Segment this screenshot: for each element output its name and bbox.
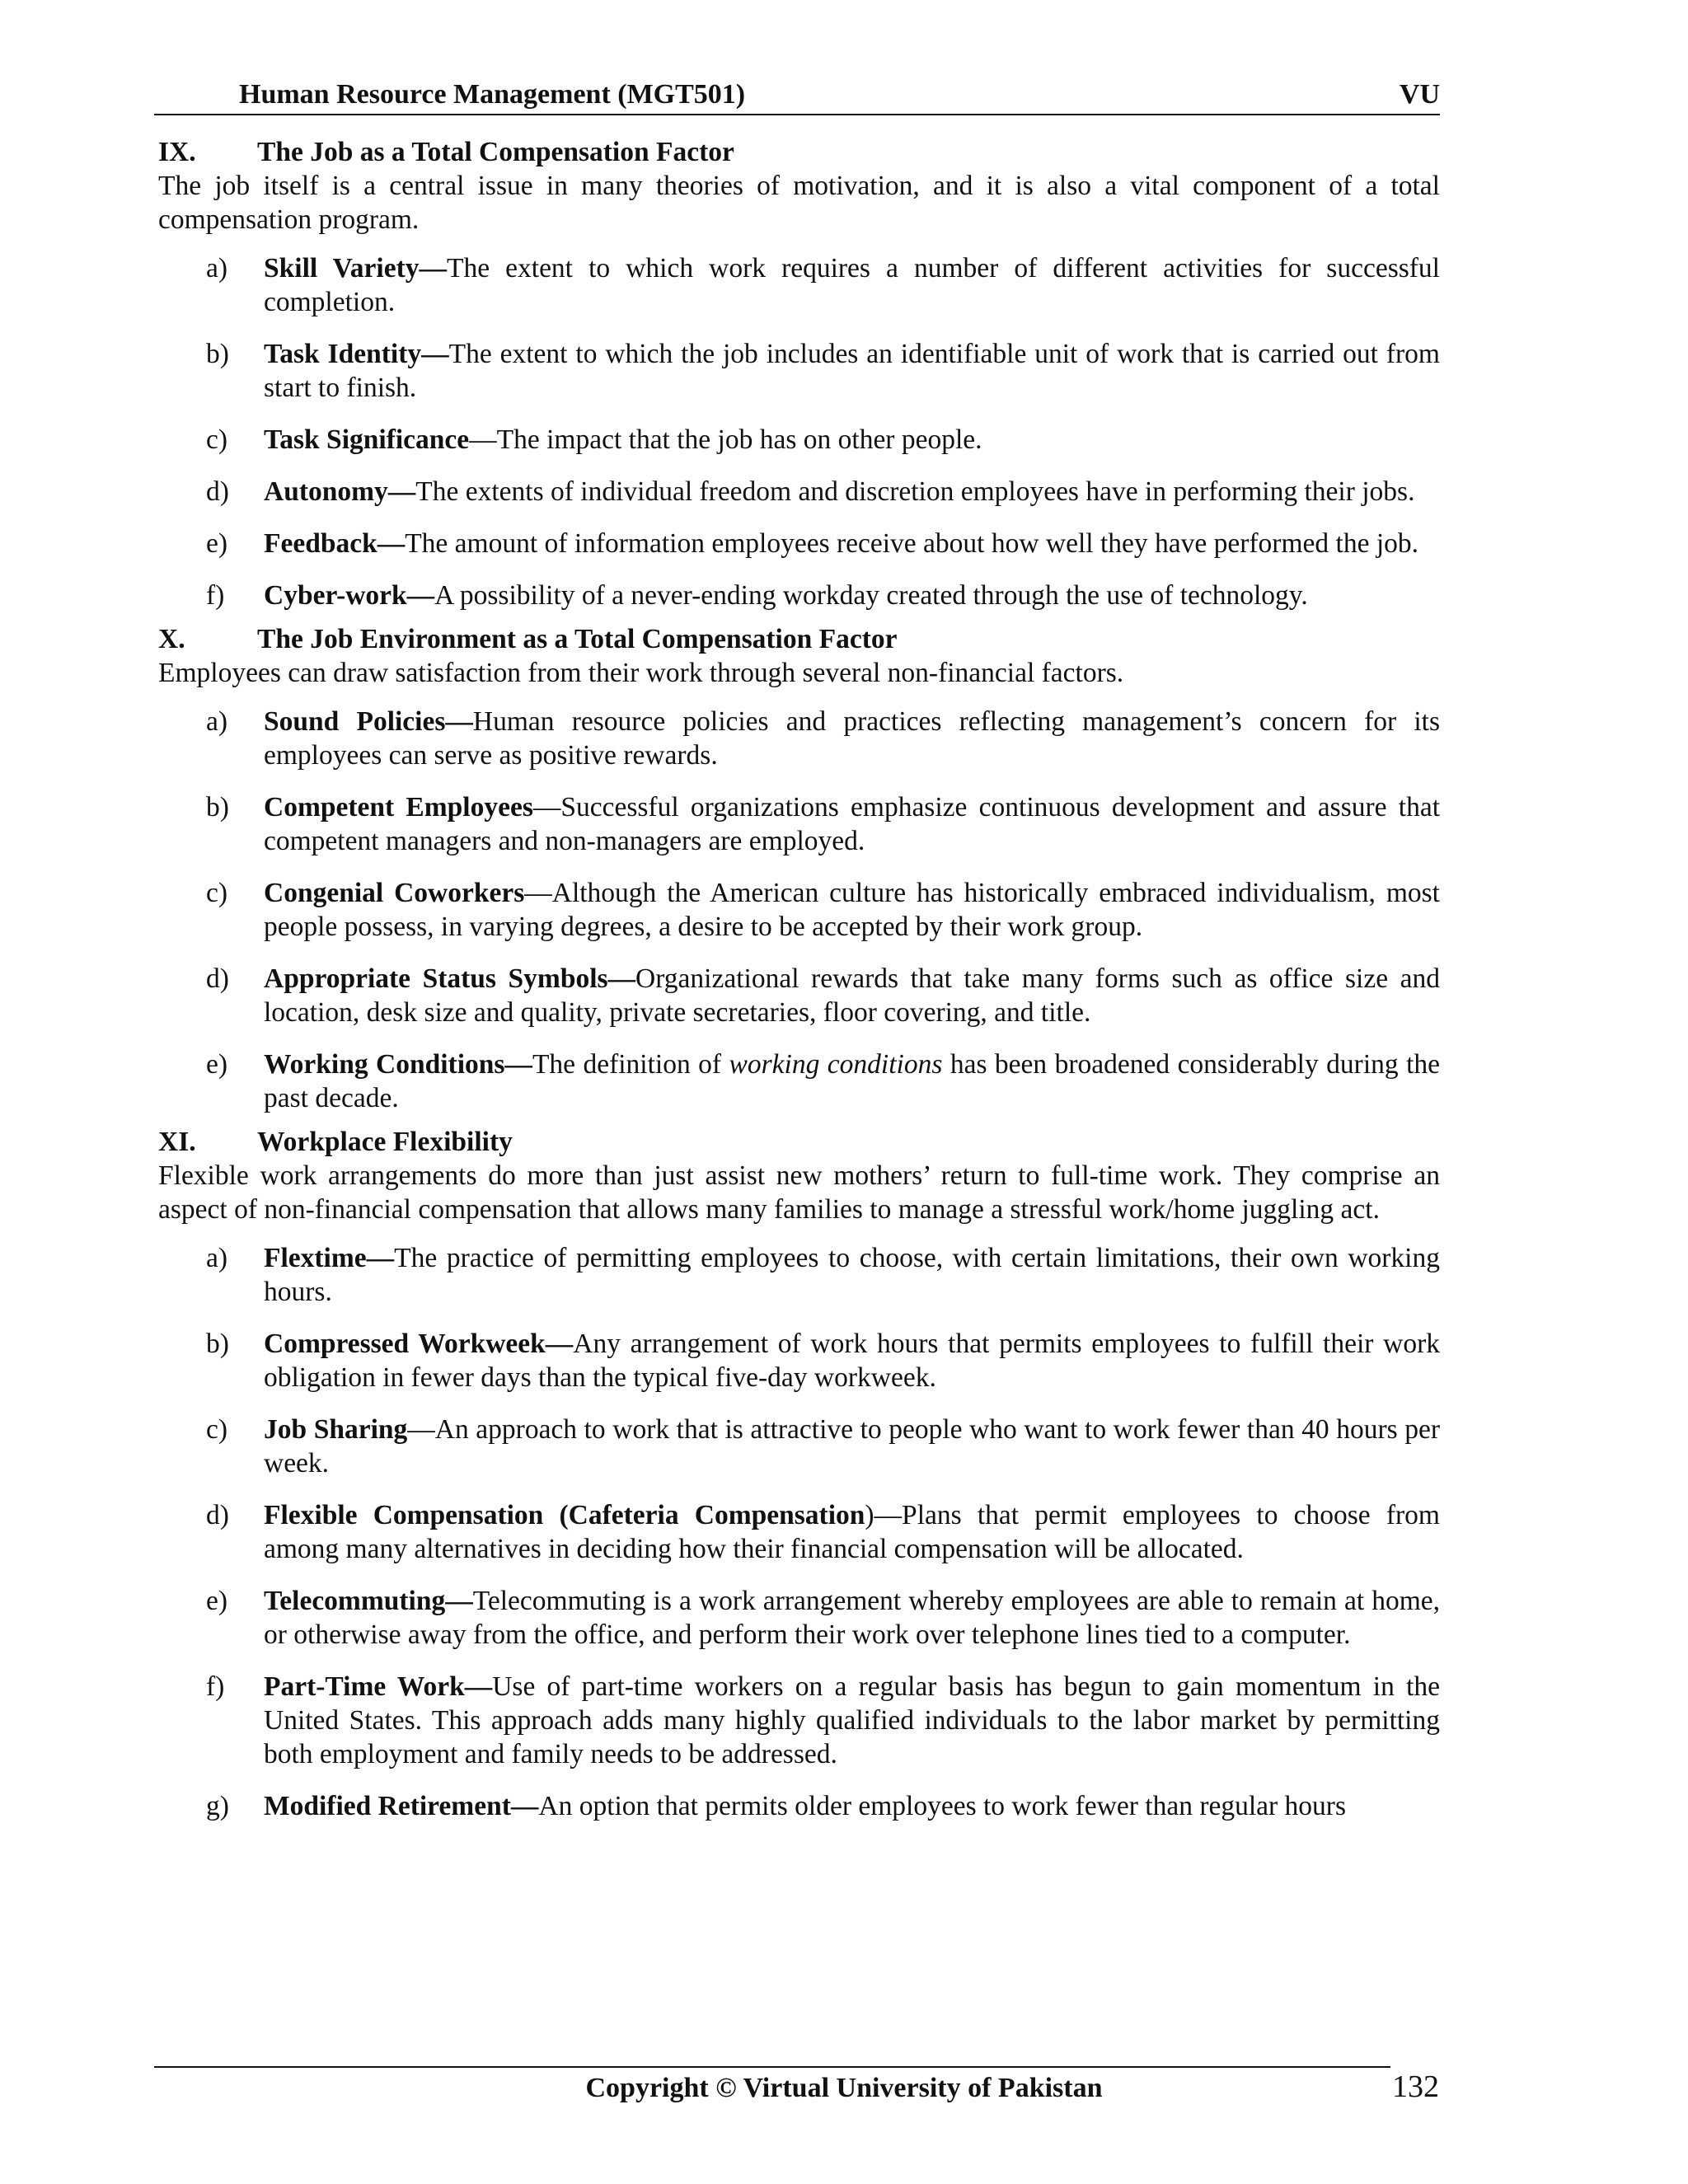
item-italic-term: working conditions <box>729 1049 943 1080</box>
item-term: Cyber-work— <box>264 580 435 611</box>
item-term: Feedback— <box>264 528 406 559</box>
item-body <box>264 527 1440 560</box>
footer-rule <box>154 2066 1390 2068</box>
section <box>158 135 1440 612</box>
item-letter: b) <box>206 1329 229 1359</box>
item-body <box>264 1241 1440 1309</box>
item-body <box>264 423 1440 457</box>
institution-abbrev: VU <box>1399 79 1440 110</box>
item-letter: d) <box>206 1500 229 1530</box>
item-list <box>158 1241 1440 1823</box>
item-text: Organizational rewards that take many forms such as office size and location, desk size and quality, private secretaries, floor covering, and title. <box>264 963 1440 1028</box>
list-item <box>158 1670 1440 1771</box>
list-item <box>158 251 1440 319</box>
item-letter: a) <box>206 1243 228 1273</box>
item-body <box>264 790 1440 858</box>
copyright-notice: Copyright © Virtual University of Pakistan <box>585 2073 1103 2103</box>
section-intro: Employees can draw satisfaction from their work through several non-financial factors. <box>158 658 1124 688</box>
item-body <box>264 251 1440 319</box>
item-text: A possibility of a never-ending workday created through the use of technology. <box>434 580 1308 611</box>
page-number: 132 <box>1392 2069 1439 2104</box>
list-item <box>158 705 1440 772</box>
course-title: Human Resource Management (MGT501) <box>239 79 746 110</box>
item-letter: e) <box>206 1586 228 1616</box>
item-term: Compressed Workweek— <box>264 1329 574 1359</box>
section-intro: The job itself is a central issue in many theories of motivation, and it is also a vital component of a total compensation program. <box>158 171 1440 235</box>
section-number: IX. <box>158 137 196 167</box>
item-list <box>158 251 1440 612</box>
item-body <box>264 1047 1440 1115</box>
list-item <box>158 475 1440 509</box>
list-item <box>158 790 1440 858</box>
item-text: Human resource policies and practices reflecting management’s concern for its employees can serve as positive rewards. <box>264 706 1441 771</box>
item-letter: g) <box>206 1791 229 1821</box>
item-term: Working Conditions— <box>264 1049 532 1080</box>
list-item <box>158 1241 1440 1309</box>
list-item <box>158 527 1440 560</box>
item-text: —The impact that the job has on other people. <box>469 424 982 455</box>
page-header <box>154 76 1440 115</box>
list-item <box>158 579 1440 612</box>
list-item <box>158 423 1440 457</box>
list-item <box>158 962 1440 1029</box>
item-body <box>264 579 1440 612</box>
item-body <box>264 1670 1440 1771</box>
item-text: The definition of <box>532 1049 729 1080</box>
list-item <box>158 1584 1440 1652</box>
item-term: Appropriate Status Symbols— <box>264 963 636 994</box>
item-letter: d) <box>206 476 229 507</box>
item-text: The extent to which work requires a number of different activities for successful completion. <box>264 253 1440 317</box>
item-letter: a) <box>206 706 228 737</box>
item-letter: f) <box>206 1671 225 1702</box>
item-letter: d) <box>206 963 229 994</box>
list-item <box>158 1789 1440 1823</box>
item-text: —Although the American culture has historically embraced individualism, most people possess, in varying degrees, a desire to be accepted by their work group. <box>264 878 1440 942</box>
item-term: Task Significance <box>264 424 470 455</box>
section <box>158 622 1440 1115</box>
item-term: Task Identity— <box>264 339 449 369</box>
section-heading <box>158 1125 1440 1159</box>
item-term: Sound Policies— <box>264 706 473 737</box>
item-text: The practice of permitting employees to choose, with certain limitations, their own working hours. <box>264 1243 1440 1307</box>
item-term: Part-Time Work— <box>264 1671 493 1702</box>
item-letter: c) <box>206 878 228 908</box>
item-term: Telecommuting— <box>264 1586 473 1616</box>
item-body <box>264 876 1440 944</box>
item-body <box>264 705 1440 772</box>
item-term: Congenial Coworkers <box>264 878 525 908</box>
section-title: Workplace Flexibility <box>257 1127 513 1157</box>
section-heading <box>158 135 1440 169</box>
item-letter: a) <box>206 253 228 284</box>
item-text: —An approach to work that is attractive to people who want to work fewer than 40 hours per week. <box>264 1414 1440 1479</box>
item-text: Any arrangement of work hours that permits employees to fulfill their work obligation in fewer days than the typical five-day workweek. <box>264 1329 1440 1393</box>
item-list <box>158 705 1440 1115</box>
list-item <box>158 1413 1440 1480</box>
item-letter: e) <box>206 528 228 559</box>
item-text: Use of part-time workers on a regular basis has begun to gain momentum in the United States. This approach adds many highly qualified individuals to the labor market by permitting both employment and family needs to be addressed. <box>264 1671 1440 1769</box>
section <box>158 1125 1440 1823</box>
item-text: )—Plans that permit employees to choose from among many alternatives in deciding how their financial compensation will be allocated. <box>264 1500 1440 1564</box>
list-item <box>158 1498 1440 1566</box>
item-letter: c) <box>206 424 228 455</box>
item-body <box>264 1789 1440 1823</box>
item-text: Telecommuting is a work arrangement whereby employees are able to remain at home, or otherwise away from the office, and perform their work over telephone lines tied to a computer. <box>264 1586 1440 1650</box>
item-text-continued: has been broadened considerably during the past decade. <box>264 1049 1441 1113</box>
item-body <box>264 1584 1440 1652</box>
item-body <box>264 337 1440 405</box>
item-term: Flextime— <box>264 1243 395 1273</box>
item-body <box>264 1327 1440 1394</box>
item-body <box>264 1498 1440 1566</box>
item-term: Modified Retirement— <box>264 1791 539 1821</box>
page-content <box>158 135 1440 1833</box>
item-term: Flexible Compensation (Cafeteria Compensation <box>264 1500 865 1530</box>
item-term: Autonomy— <box>264 476 416 507</box>
list-item <box>158 1047 1440 1115</box>
section-number: X. <box>158 624 185 654</box>
item-text: The extent to which the job includes an identifiable unit of work that is carried out from start to finish. <box>264 339 1440 403</box>
item-body <box>264 1413 1440 1480</box>
item-body <box>264 475 1440 509</box>
item-letter: b) <box>206 339 229 369</box>
item-letter: f) <box>206 580 225 611</box>
section-intro: Flexible work arrangements do more than just assist new mothers’ return to full-time work. They comprise an aspect of non-financial compensation that allows many families to manage a stressful work/home juggling act. <box>158 1160 1440 1225</box>
section-title: The Job Environment as a Total Compensation Factor <box>257 624 898 654</box>
item-body <box>264 962 1440 1029</box>
section-title: The Job as a Total Compensation Factor <box>257 137 734 167</box>
item-text: The extents of individual freedom and discretion employees have in performing their jobs. <box>415 476 1415 507</box>
item-letter: b) <box>206 792 229 823</box>
list-item <box>158 876 1440 944</box>
item-letter: c) <box>206 1414 228 1445</box>
list-item <box>158 1327 1440 1394</box>
item-text: The amount of information employees receive about how well they have performed the job. <box>405 528 1419 559</box>
section-number: XI. <box>158 1127 196 1157</box>
item-term: Skill Variety— <box>264 253 447 284</box>
item-term: Job Sharing <box>264 1414 408 1445</box>
section-heading <box>158 622 1440 656</box>
item-term: Competent Employees <box>264 792 533 823</box>
item-letter: e) <box>206 1049 228 1080</box>
item-text: An option that permits older employees to work fewer than regular hours <box>538 1791 1346 1821</box>
list-item <box>158 337 1440 405</box>
item-text: —Successful organizations emphasize continuous development and assure that competent managers and non-managers are employed. <box>264 792 1440 856</box>
